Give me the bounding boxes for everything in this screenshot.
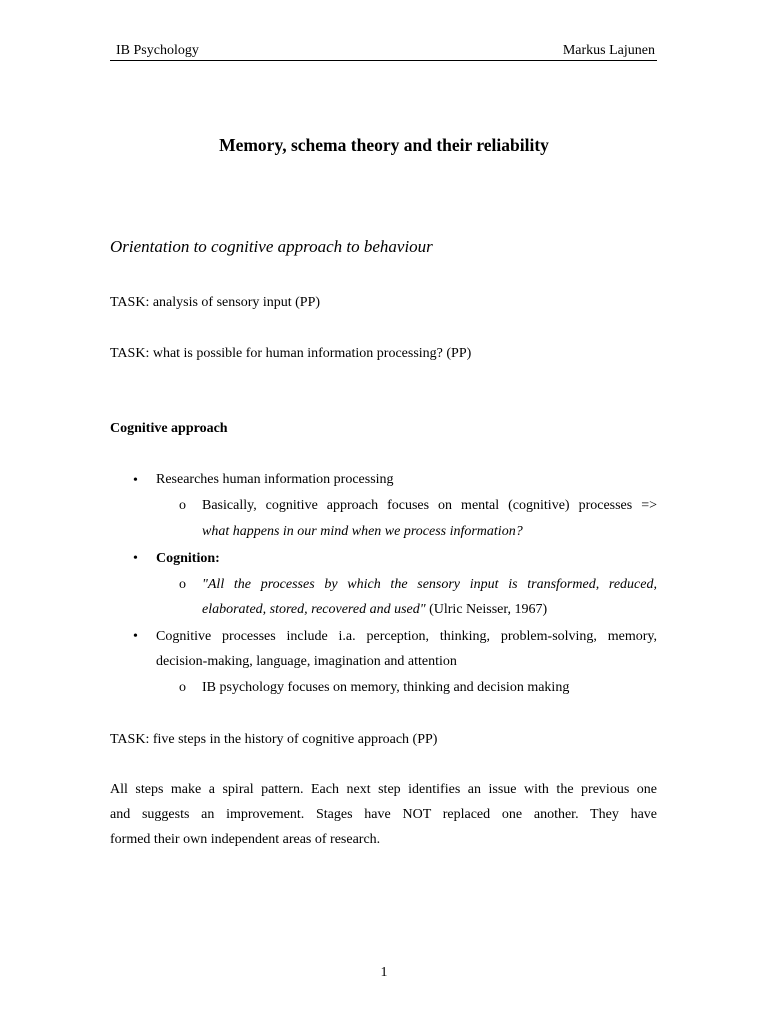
bullet-marker: • [133, 629, 138, 644]
bullet-processes-line2: decision-making, language, imagination and attention [156, 654, 457, 669]
sub-bullet-marker: o [179, 498, 186, 513]
sub-bullet-marker: o [179, 577, 186, 592]
header-author: Markus Lajunen [562, 43, 655, 58]
bullet-processes-text: Cognitive processes include i.a. perception, thinking, problem-solving, memory, [156, 629, 657, 644]
task-information-processing: TASK: what is possible for human information processing? (PP) [110, 346, 472, 361]
paragraph-line1 [110, 781, 657, 799]
header-course: IB Psychology [116, 43, 199, 58]
paragraph-line2 [110, 806, 657, 824]
section-subtitle: Orientation to cognitive approach to behaviour [110, 237, 433, 256]
definition-quote-end: elaborated, stored, recovered and used" [202, 602, 426, 617]
task-history-steps: TASK: five steps in the history of cognitive approach (PP) [110, 732, 438, 747]
page-header [110, 42, 657, 61]
definition-citation: (Ulric Neisser, 1967) [425, 602, 548, 617]
paragraph-line3: formed their own independent areas of research. [110, 832, 381, 847]
document-title: Memory, schema theory and their reliability [219, 135, 549, 155]
sub-bullet-ib-focus: IB psychology focuses on memory, thinking and decision making [202, 680, 570, 695]
sub-bullet-marker: o [179, 680, 186, 695]
bullet-research: Researches human information processing [156, 472, 394, 487]
bullet-cognition: Cognition: [156, 551, 220, 566]
sub-bullet-definition-line1 [202, 576, 657, 594]
sub-bullet-definition-line2 [202, 601, 547, 619]
sub-bullet-focus-line1 [202, 497, 657, 515]
paragraph-text-2: and suggests an improvement. Stages have NOT replaced one another. They have [110, 807, 657, 822]
sub-bullet-focus-line2: what happens in our mind when we process information? [202, 524, 523, 539]
bullet-marker: • [133, 473, 138, 488]
section-heading: Cognitive approach [110, 421, 228, 436]
bullet-processes-line1 [156, 628, 657, 646]
paragraph-text-1: All steps make a spiral pattern. Each next step identifies an issue with the previous one [110, 782, 657, 797]
page-number: 1 [380, 965, 388, 980]
bullet-marker: • [133, 551, 138, 566]
sub-bullet-focus-text: Basically, cognitive approach focuses on mental (cognitive) processes => [202, 498, 657, 513]
sub-bullet-definition-text: "All the processes by which the sensory input is transformed, reduced, [202, 577, 657, 592]
task-sensory-input: TASK: analysis of sensory input (PP) [110, 295, 321, 310]
